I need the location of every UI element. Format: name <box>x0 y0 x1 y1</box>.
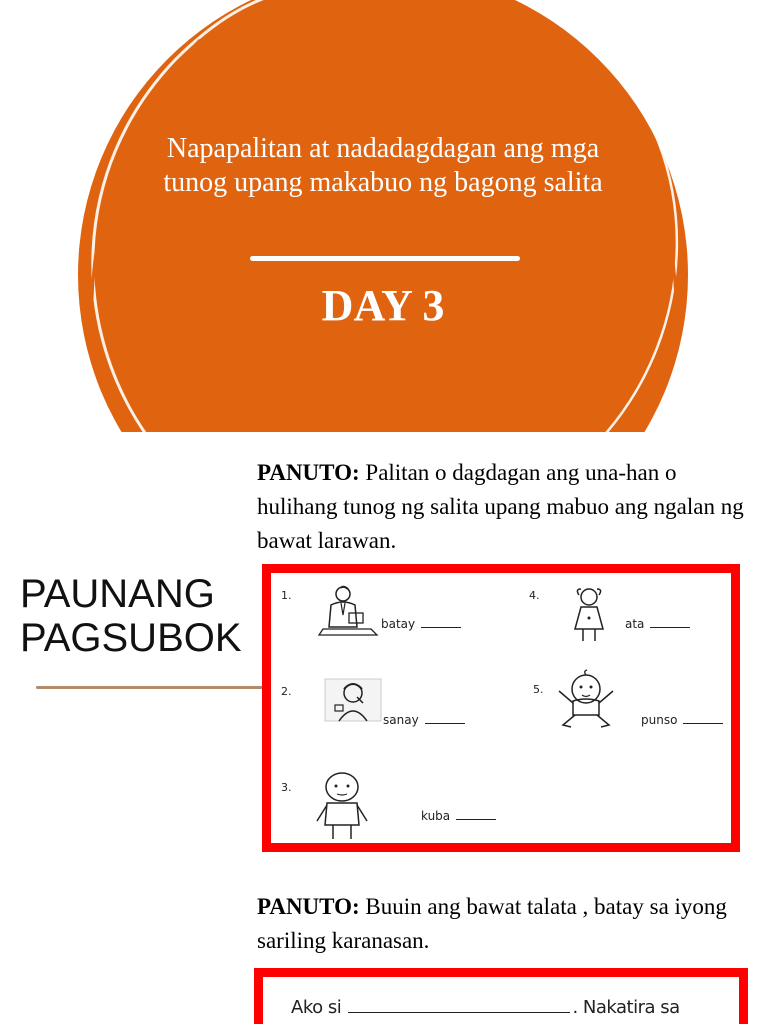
instruction-2-text: Buuin ang bawat talata , batay sa iyong sariling karanasan. <box>257 894 727 953</box>
item-4-word: ata <box>625 617 645 631</box>
baby-icon <box>549 669 623 731</box>
item-1-word-line <box>381 617 461 631</box>
title-divider <box>250 256 520 261</box>
instruction-1-text: Palitan o dagdagan ang una-han o hulihang tunog ng salita upang mabuo ang ngalan ng bawat larawan. <box>257 460 744 553</box>
item-5-word-line <box>641 713 723 727</box>
item-2-number: 2. <box>281 685 292 698</box>
item-3-number: 3. <box>281 781 292 794</box>
paragraph-start: Ako si <box>291 997 342 1018</box>
item-3-word: kuba <box>421 809 451 823</box>
instruction-1-label: PANUTO: <box>257 460 360 485</box>
item-5-word: punso <box>641 713 678 727</box>
item-2-blank <box>425 723 465 724</box>
picture-worksheet <box>262 564 740 852</box>
item-4-blank <box>650 627 690 628</box>
section-title-line-1: PAUNANG <box>20 572 215 616</box>
slide-title <box>0 0 768 432</box>
section-title <box>20 572 242 660</box>
paragraph-end: . Nakatira sa <box>572 997 680 1018</box>
instruction-2-label: PANUTO: <box>257 894 360 919</box>
item-1-number: 1. <box>281 589 292 602</box>
name-blank <box>348 1012 570 1013</box>
instruction-2 <box>257 890 757 958</box>
person-eating-icon <box>323 677 383 723</box>
item-5-blank <box>683 723 723 724</box>
item-2-word-line <box>383 713 465 727</box>
paragraph-worksheet <box>254 968 748 1024</box>
boy-icon <box>311 769 373 843</box>
slide-pretest <box>0 432 768 1024</box>
item-5-number: 5. <box>533 683 544 696</box>
paragraph-line <box>291 997 680 1018</box>
girl-icon <box>567 585 611 645</box>
day-heading: DAY 3 <box>321 281 445 330</box>
item-4-word-line <box>625 617 690 631</box>
item-3-blank <box>456 819 496 820</box>
circle-outline-strokes <box>0 0 768 432</box>
item-3-word-line <box>421 809 496 823</box>
item-1-word: batay <box>381 617 416 631</box>
item-4-number: 4. <box>529 589 540 602</box>
slide-subtitle: Napapalitan at nadadagdagan ang mga tunog upang makabuo ng bagong salita <box>163 133 603 198</box>
person-reading-icon <box>315 585 385 639</box>
instruction-1 <box>257 456 757 558</box>
item-1-blank <box>421 627 461 628</box>
item-2-word: sanay <box>383 713 419 727</box>
title-underline <box>36 686 264 689</box>
section-title-line-2: PAGSUBOK <box>20 616 242 660</box>
